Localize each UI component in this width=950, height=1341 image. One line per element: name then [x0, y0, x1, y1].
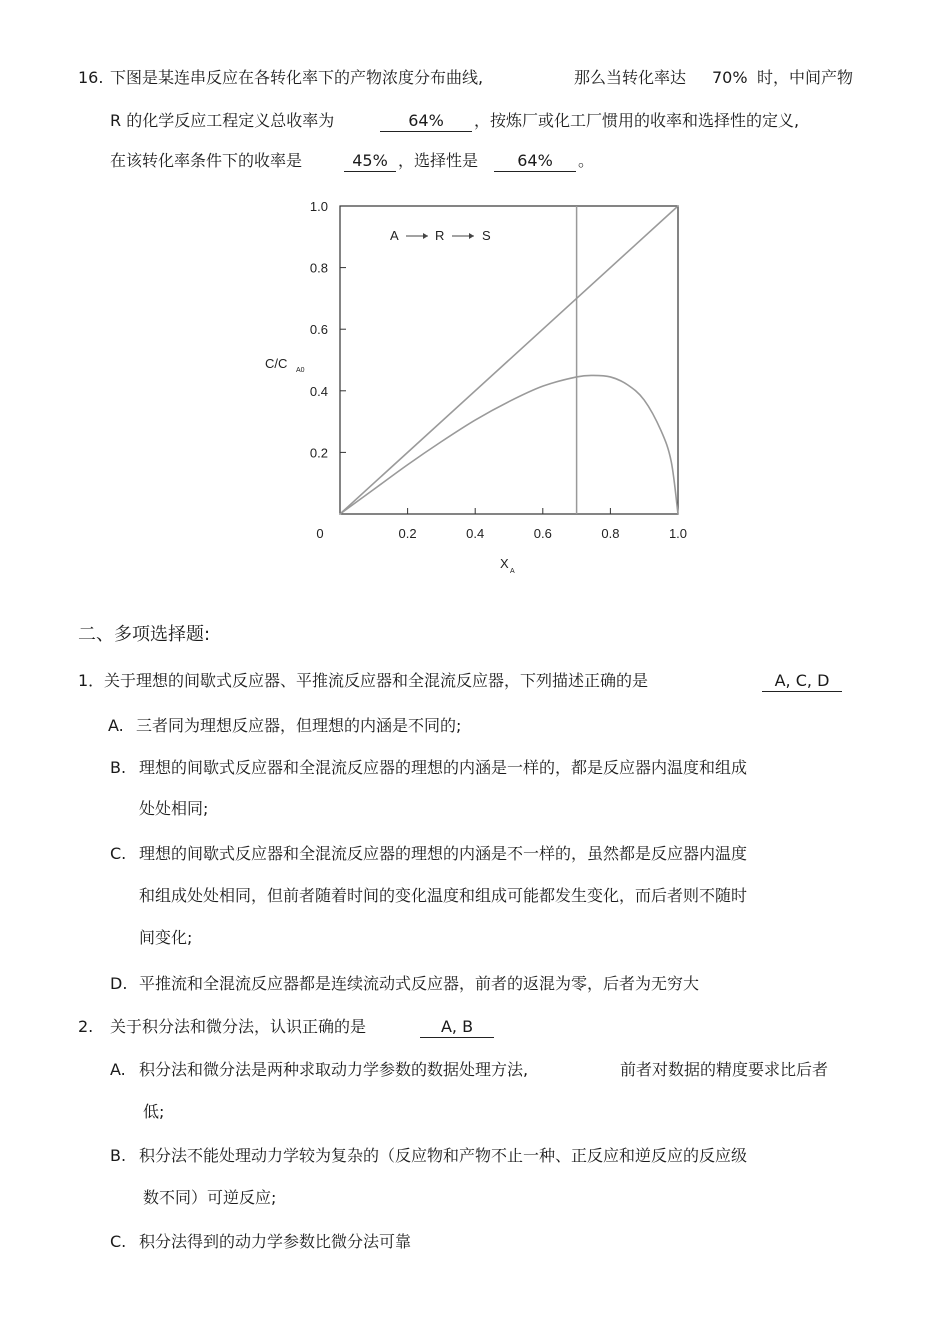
series-line-intermediate-r [340, 375, 678, 514]
y-tick-label: 0.4 [309, 383, 328, 399]
q16-line3-a: 在该转化率条件下的收率是 [110, 151, 303, 170]
q16-line3-c: 。 [578, 151, 595, 170]
mc2-option-a-line2: 低; [143, 1102, 165, 1121]
q16-line1-b: 那么当转化率达 [574, 68, 687, 87]
q16-line2-a: R 的化学反应工程定义总收率为 [110, 111, 335, 130]
mc1-stem: 关于理想的间歇式反应器、平推流反应器和全混流反应器，下列描述正确的是 [104, 671, 649, 690]
q16-line1-a: 下图是某连串反应在各转化率下的产物浓度分布曲线, [110, 68, 484, 87]
x-axis-label-sub: A [510, 568, 515, 575]
mc1-option-c-line2: 和组成处处相同，但前者随着时间的变化温度和组成可能都发生变化，而后者则不随时 [139, 886, 748, 905]
reaction-r: R [435, 228, 445, 243]
mc1-number: 1． [78, 671, 105, 690]
reaction-s: S [482, 228, 491, 243]
mc2-option-c-label: C. [110, 1232, 127, 1251]
mc2-option-a-line1b: 前者对数据的精度要求比后者 [620, 1060, 829, 1079]
q16-yield-blank: 45% [344, 151, 396, 172]
mc1-option-d-line1: 平推流和全混流反应器都是连续流动式反应器，前者的返混为零，后者为无穷大 [139, 974, 700, 993]
x-axis-label: X [500, 556, 509, 571]
x-tick-label: 1.0 [668, 526, 688, 541]
mc1-option-c-line3: 间变化; [139, 928, 193, 947]
q16-line2-b: ，按炼厂或化工厂惯用的收率和选择性的定义, [474, 111, 800, 130]
reaction-a: A [390, 228, 399, 243]
mc1-option-b-line2: 处处相同; [139, 799, 209, 818]
y-tick-label: 0.6 [309, 322, 328, 338]
mc1-option-b-line1: 理想的间歇式反应器和全混流反应器的理想的内涵是一样的，都是反应器内温度和组成 [139, 758, 748, 777]
x-tick-label: 0.4 [466, 526, 485, 541]
mc2-answer-blank: A, B [420, 1017, 494, 1038]
q16-selectivity-blank: 64% [494, 151, 576, 172]
reaction-arrow-2-head [469, 233, 474, 239]
q16-number: 16. [78, 68, 104, 87]
reaction-arrow-1-head [423, 233, 428, 239]
section-title: 二、多项选择题: [78, 624, 211, 645]
x-tick-label: 0.2 [398, 526, 417, 541]
q16-total-yield-blank: 64% [380, 111, 472, 132]
mc1-option-c-label: C. [110, 844, 127, 863]
mc1-option-b-label: B. [110, 758, 127, 777]
x-tick-label: 0.6 [533, 526, 552, 541]
mc1-option-c-line1: 理想的间歇式反应器和全混流反应器的理想的内涵是不一样的，虽然都是反应器内温度 [139, 844, 748, 863]
y-axis-label-sub: A0 [296, 367, 305, 374]
mc2-option-a-label: A. [110, 1060, 126, 1079]
x-tick-label: 0 [316, 526, 324, 541]
mc1-option-d-label: D. [110, 974, 128, 993]
mc2-option-b-label: B. [110, 1146, 127, 1165]
mc2-option-a-line1: 积分法和微分法是两种求取动力学参数的数据处理方法, [139, 1060, 529, 1079]
mc1-option-a-line1: 三者同为理想反应器，但理想的内涵是不同的; [136, 716, 462, 735]
q16-line3-b: ，选择性是 [398, 151, 479, 170]
mc2-number: 2. [78, 1017, 94, 1036]
mc1-option-a-label: A. [108, 716, 124, 735]
q16-conversion: 70% [712, 68, 748, 87]
mc2-option-c-line1: 积分法得到的动力学参数比微分法可靠 [139, 1232, 412, 1251]
y-axis-label: C/C [265, 356, 288, 371]
series-line-conversion [340, 206, 678, 514]
mc2-option-b-line1: 积分法不能处理动力学较为复杂的（反应物和产物不止一种、正反应和逆反应的反应级 [139, 1146, 748, 1165]
y-tick-label: 0.8 [309, 260, 328, 276]
y-tick-label: 1.0 [309, 199, 328, 214]
q16-line1-c: 时，中间产物 [757, 68, 854, 87]
mc2-option-b-line2: 数不同）可逆反应; [143, 1188, 277, 1207]
y-tick-label: 0.2 [309, 445, 328, 461]
x-tick-label: 0.8 [601, 526, 620, 541]
concentration-chart [250, 192, 710, 582]
mc1-answer-blank: A, C, D [762, 671, 842, 692]
mc2-stem: 关于积分法和微分法，认识正确的是 [110, 1017, 367, 1036]
